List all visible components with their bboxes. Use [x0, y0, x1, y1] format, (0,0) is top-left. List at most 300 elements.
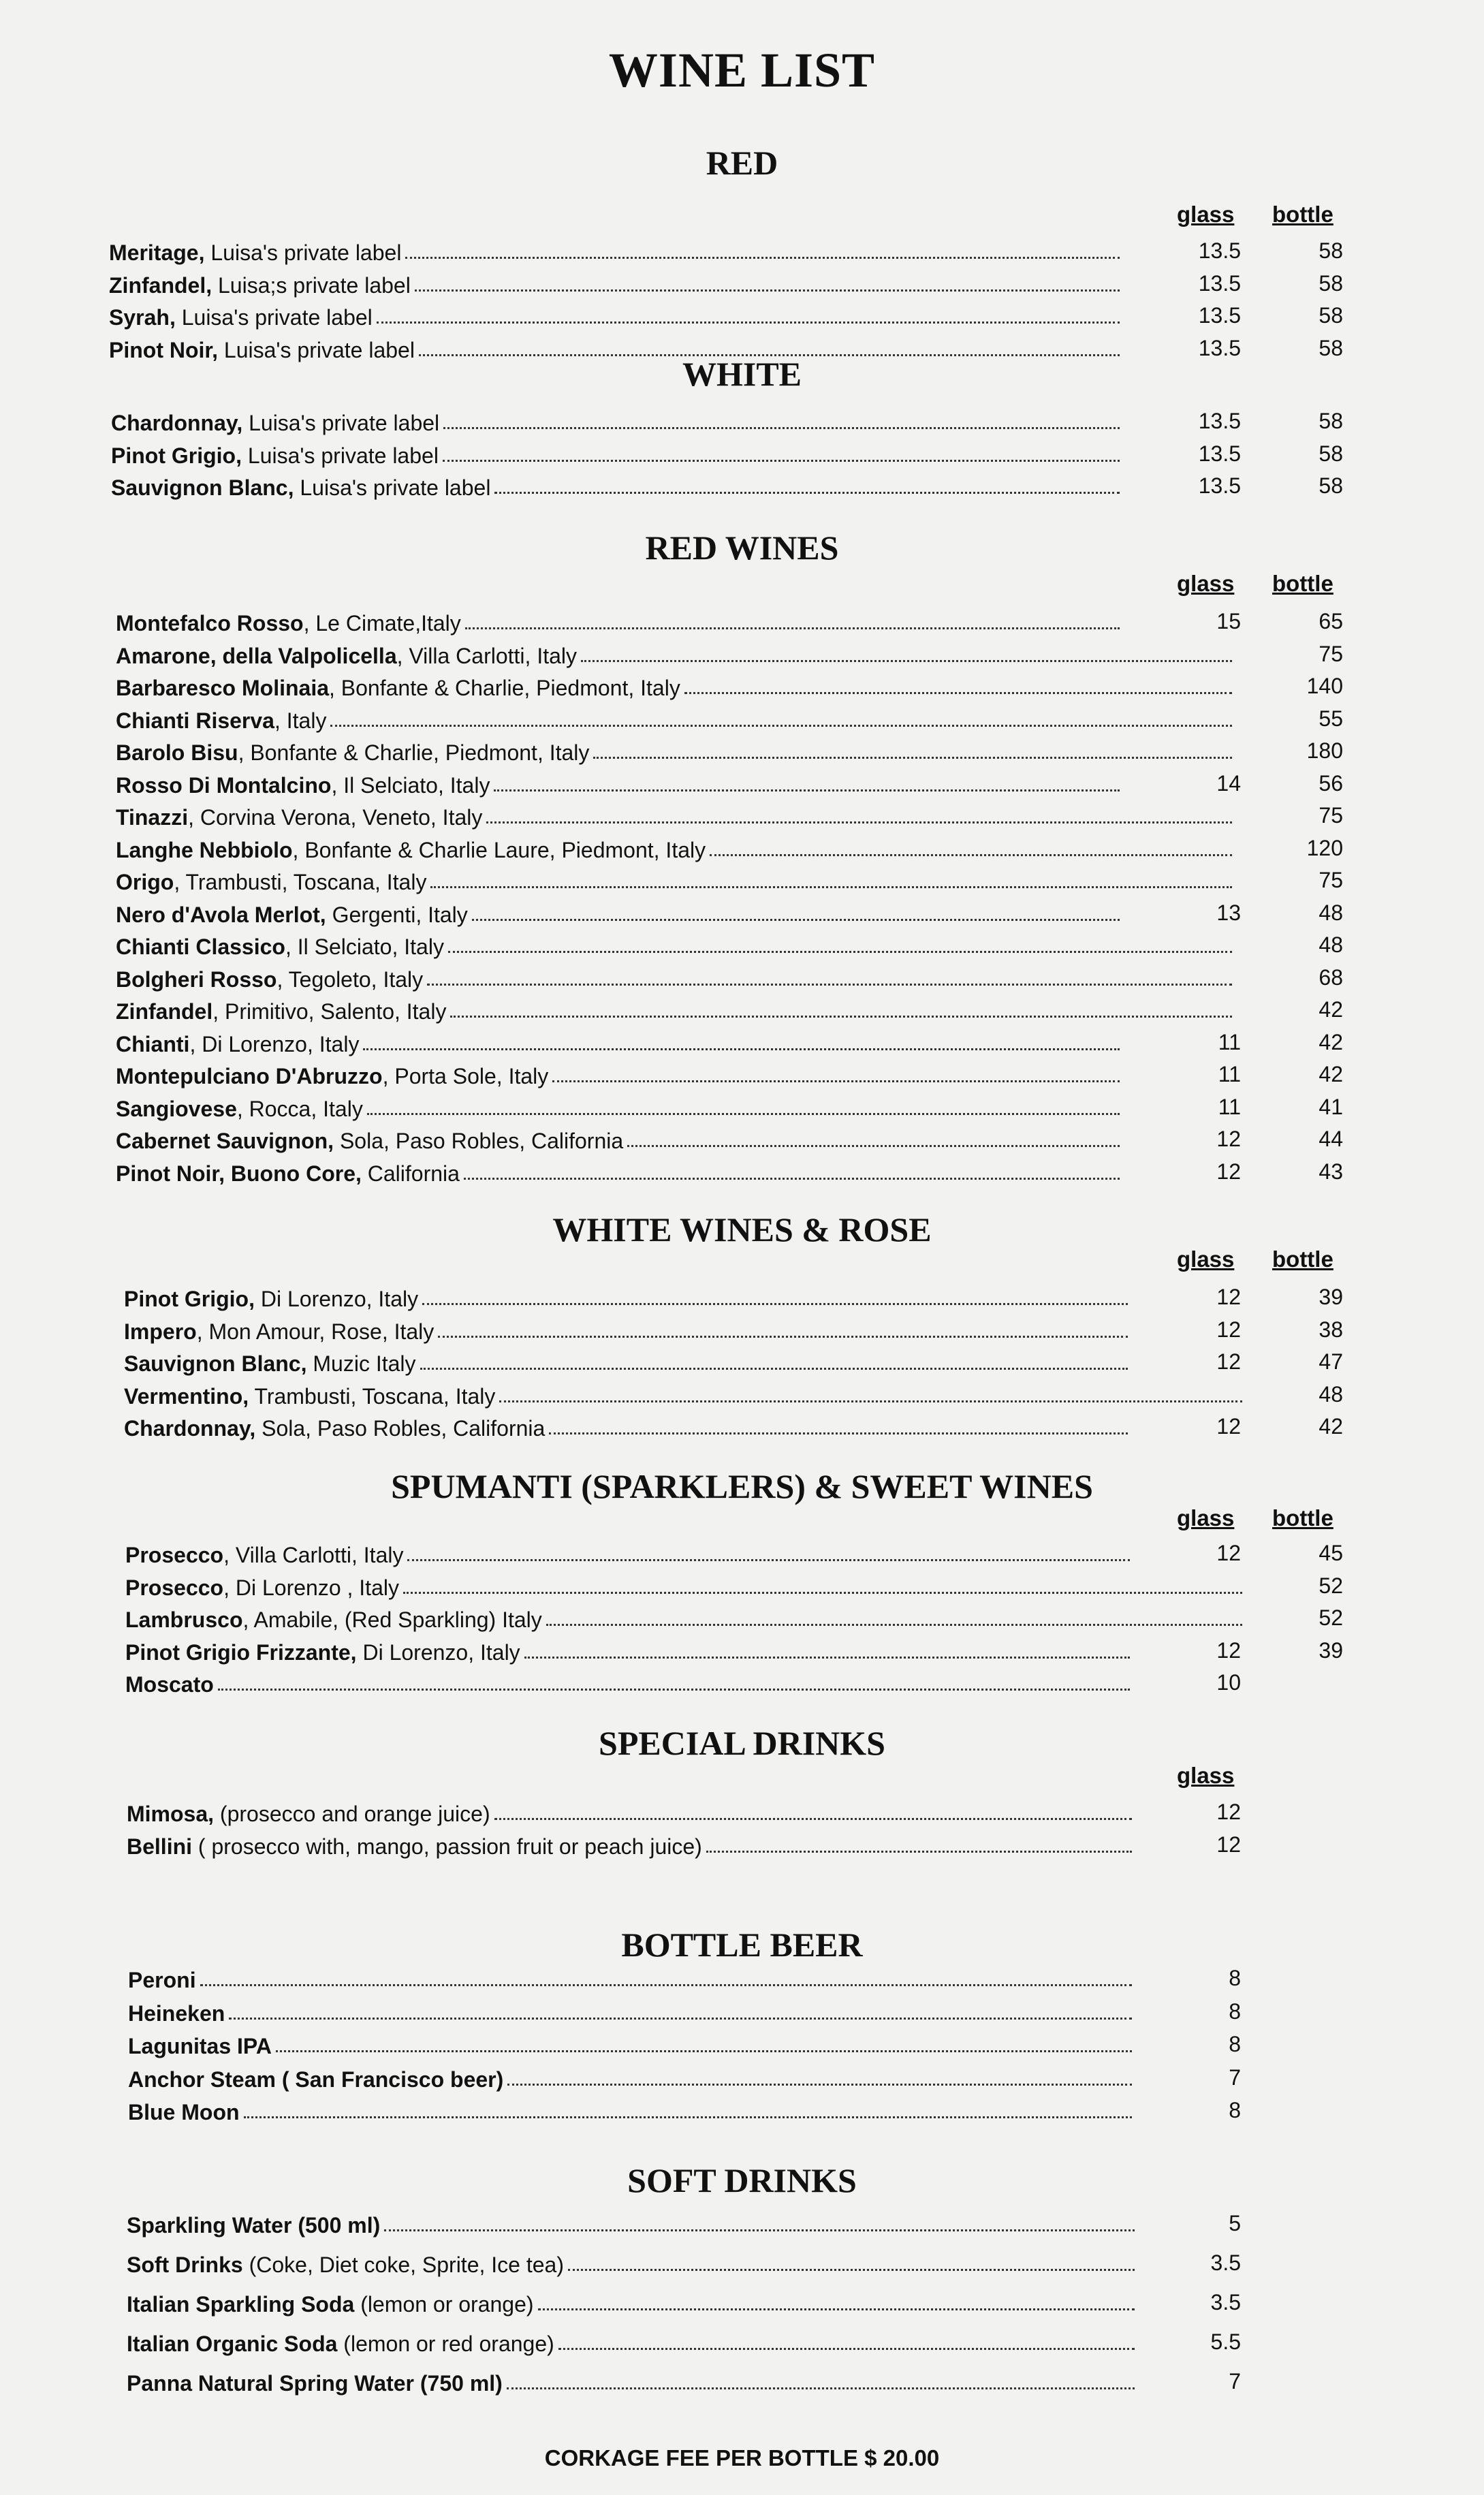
- menu-item-row: [127, 2325, 1139, 2357]
- menu-item-label: [127, 2332, 554, 2357]
- menu-item-name: Panna Natural Spring Water (750 ml): [127, 2371, 503, 2396]
- menu-item-label: [116, 708, 326, 734]
- menu-item-name: Zinfandel: [116, 999, 213, 1024]
- menu-item-details: , Di Lorenzo , Italy: [223, 1575, 399, 1600]
- dot-leader: [627, 1145, 1120, 1147]
- menu-item-row: [116, 799, 1236, 830]
- menu-item-name: Bellini: [127, 1834, 193, 1859]
- menu-item-label: [125, 1672, 214, 1697]
- menu-item-details: , Villa Carlotti, Italy: [223, 1543, 404, 1567]
- menu-item-row: [128, 2028, 1136, 2059]
- bottle-price: 48: [1319, 932, 1343, 957]
- menu-item-label: [124, 1384, 495, 1409]
- section-title: WHITE WINES & ROSE: [552, 1210, 932, 1249]
- menu-item-row: [124, 1378, 1246, 1409]
- glass-price: 12: [1216, 1541, 1241, 1565]
- menu-item-row: [116, 993, 1236, 1024]
- glass-price: 11: [1218, 1094, 1241, 1119]
- dot-leader: [465, 627, 1120, 629]
- menu-item-name: Meritage,: [109, 240, 205, 265]
- dot-leader: [710, 854, 1232, 856]
- glass-price: 12: [1216, 1832, 1241, 1857]
- bottle-price: 75: [1319, 803, 1343, 828]
- dot-leader: [558, 2348, 1135, 2350]
- bottle-price: 58: [1319, 473, 1343, 498]
- menu-item-name: Pinot Noir, Buono Core,: [116, 1161, 362, 1186]
- dot-leader: [684, 692, 1232, 694]
- menu-item-row: [116, 638, 1236, 669]
- menu-item-row: [116, 1123, 1124, 1154]
- dot-leader: [276, 2050, 1132, 2052]
- glass-price: 12: [1216, 1285, 1241, 1309]
- dot-leader: [486, 821, 1232, 823]
- bottle-price: 48: [1319, 1381, 1343, 1407]
- menu-item-row: [111, 405, 1124, 436]
- menu-item-name: Amarone, della Valpolicella: [116, 643, 397, 668]
- bottle-price: 65: [1319, 609, 1343, 633]
- glass-price: 12: [1216, 1637, 1241, 1663]
- bottle-price: 58: [1319, 303, 1343, 328]
- menu-item-name: Anchor Steam ( San Francisco beer): [128, 2067, 504, 2092]
- glass-column-header: glass: [1177, 1763, 1235, 1788]
- menu-item-details: , Corvina Verona, Veneto, Italy: [188, 805, 483, 830]
- menu-item-name: Chardonnay,: [124, 1416, 256, 1441]
- menu-item-row: [109, 267, 1124, 298]
- menu-item-label: [109, 273, 411, 298]
- menu-item-details: (Coke, Diet coke, Sprite, Ice tea): [242, 2253, 564, 2277]
- glass-price: 12: [1216, 1349, 1241, 1374]
- section-title: WHITE: [682, 355, 802, 393]
- menu-item-label: [125, 1575, 399, 1601]
- menu-item-name: Chianti: [116, 1031, 190, 1056]
- glass-price: 12: [1216, 1127, 1241, 1151]
- glass-price: 3.5: [1210, 2290, 1241, 2314]
- menu-item-details: , Bonfante & Charlie Laure, Piedmont, Italy: [292, 837, 706, 862]
- dot-leader: [549, 1432, 1128, 1434]
- menu-item-name: Zinfandel,: [109, 272, 212, 298]
- menu-item-name: Rosso Di Montalcino: [116, 772, 332, 798]
- menu-item-details: , Rocca, Italy: [236, 1096, 363, 1121]
- glass-price: 11: [1218, 1029, 1241, 1054]
- menu-item-label: [127, 2371, 503, 2396]
- dot-leader: [407, 1559, 1130, 1561]
- bottle-price: 58: [1319, 238, 1343, 263]
- menu-item-details: Di Lorenzo, Italy: [254, 1287, 419, 1311]
- bottle-price: 55: [1319, 706, 1343, 731]
- menu-item-details: California: [361, 1161, 460, 1186]
- menu-item-details: , Di Lorenzo, Italy: [189, 1031, 360, 1056]
- menu-item-details: Trambusti, Toscana, Italy: [249, 1383, 496, 1409]
- menu-item-row: [127, 1795, 1136, 1827]
- menu-item-label: [124, 1416, 545, 1441]
- menu-item-details: Luisa's private label: [242, 411, 440, 435]
- menu-item-label: [116, 740, 589, 766]
- menu-item-name: Prosecco: [125, 1575, 224, 1600]
- dot-leader: [494, 789, 1120, 791]
- glass-price: 13.5: [1198, 270, 1241, 296]
- menu-item-details: , Villa Carlotti, Italy: [396, 643, 577, 668]
- glass-price: 13.5: [1198, 238, 1241, 263]
- menu-item-name: Syrah,: [109, 305, 176, 330]
- menu-item-name: Peroni: [128, 1968, 196, 1992]
- menu-item-name: Cabernet Sauvignon,: [116, 1129, 334, 1153]
- menu-item-name: Heineken: [128, 2000, 225, 2026]
- bottle-price: 44: [1319, 1127, 1343, 1151]
- menu-item-label: [116, 1097, 363, 1122]
- menu-item-details: , Tegoleto, Italy: [277, 967, 424, 992]
- menu-item-name: Origo: [116, 870, 174, 894]
- glass-price: 13.5: [1198, 335, 1241, 360]
- glass-price: 12: [1216, 1317, 1241, 1342]
- glass-price: 12: [1216, 1159, 1241, 1184]
- dot-leader: [507, 2387, 1135, 2389]
- glass-price: 7: [1229, 2369, 1241, 2394]
- glass-price: 8: [1229, 1966, 1241, 1990]
- menu-item-label: [124, 1287, 418, 1312]
- bottle-column-header: bottle: [1272, 202, 1333, 227]
- menu-item-name: Prosecco: [125, 1543, 224, 1567]
- menu-item-details: , Mon Amour, Rose, Italy: [196, 1319, 435, 1344]
- bottle-price: 75: [1319, 641, 1343, 666]
- bottle-price: 42: [1319, 1029, 1343, 1054]
- menu-item-details: , Il Selciato, Italy: [285, 935, 444, 959]
- menu-item-name: Chianti Riserva: [116, 708, 274, 733]
- dot-leader: [422, 1303, 1128, 1305]
- menu-item-row: [128, 2061, 1136, 2092]
- menu-item-details: Luisa;s private label: [212, 272, 411, 298]
- menu-item-name: Mimosa,: [127, 1802, 215, 1826]
- menu-item-label: [125, 1543, 403, 1568]
- bottle-price: 39: [1319, 1637, 1343, 1663]
- menu-item-label: [127, 2292, 534, 2317]
- dot-leader: [330, 725, 1232, 727]
- bottle-price: 58: [1319, 441, 1343, 466]
- menu-item-label: [116, 1161, 460, 1187]
- menu-item-row: [116, 832, 1236, 863]
- menu-item-row: [109, 299, 1124, 330]
- menu-item-name: Italian Organic Soda: [127, 2332, 338, 2356]
- dot-leader: [494, 492, 1120, 494]
- glass-price: 8: [1229, 2098, 1241, 2122]
- dot-leader: [430, 886, 1232, 888]
- menu-item-row: [116, 864, 1236, 895]
- menu-item-name: Pinot Grigio,: [124, 1287, 255, 1311]
- menu-item-name: Montepulciano D'Abruzzo: [116, 1064, 383, 1088]
- menu-item-details: , Primitivo, Salento, Italy: [212, 999, 447, 1024]
- dot-leader: [499, 1400, 1242, 1402]
- bottle-column-header: bottle: [1272, 1505, 1333, 1531]
- dot-leader: [524, 1657, 1130, 1659]
- menu-item-label: [116, 1064, 548, 1089]
- menu-item-label: [128, 2100, 240, 2125]
- menu-item-name: Lambrusco: [125, 1607, 243, 1632]
- menu-item-details: Luisa's private label: [175, 305, 373, 330]
- glass-price: 8: [1229, 2032, 1241, 2056]
- menu-item-name: Sangiovese: [116, 1096, 237, 1121]
- menu-item-details: Di Lorenzo, Italy: [356, 1639, 520, 1665]
- dot-leader: [593, 757, 1232, 759]
- glass-price: 15: [1216, 609, 1241, 633]
- dot-leader: [538, 2308, 1135, 2310]
- dot-leader: [494, 1818, 1132, 1820]
- dot-leader: [546, 1624, 1242, 1626]
- bottle-price: 42: [1319, 1062, 1343, 1086]
- menu-item-label: [128, 2001, 225, 2026]
- dot-leader: [420, 1368, 1128, 1370]
- bottle-price: 120: [1306, 835, 1343, 860]
- menu-item-label: [127, 2253, 564, 2278]
- menu-item-name: Impero: [124, 1319, 197, 1344]
- menu-item-label: [116, 805, 482, 830]
- glass-price: 13.5: [1198, 441, 1241, 466]
- section-title: RED: [706, 144, 778, 182]
- menu-item-name: Lagunitas IPA: [128, 2034, 272, 2058]
- menu-item-row: [111, 469, 1124, 501]
- dot-leader: [229, 2018, 1132, 2020]
- menu-item-row: [124, 1345, 1132, 1377]
- menu-item-row: [116, 767, 1124, 798]
- menu-item-label: [127, 1834, 702, 1860]
- bottle-price: 56: [1319, 770, 1343, 796]
- menu-item-row: [125, 1634, 1134, 1665]
- bottle-price: 75: [1319, 868, 1343, 892]
- menu-item-label: [116, 935, 444, 960]
- menu-item-details: Muzic Italy: [306, 1351, 416, 1376]
- bottle-column-header: bottle: [1272, 1246, 1333, 1272]
- menu-item-details: , Amabile, (Red Sparkling) Italy: [242, 1607, 542, 1632]
- menu-item-label: [109, 305, 373, 330]
- bottle-price: 180: [1306, 738, 1343, 763]
- section-title: BOTTLE BEER: [621, 1926, 863, 1964]
- dot-leader: [581, 660, 1232, 662]
- menu-item-row: [116, 605, 1124, 636]
- menu-item-details: , Le Cimate,Italy: [303, 611, 461, 635]
- menu-item-row: [111, 437, 1124, 469]
- menu-item-label: [116, 903, 468, 928]
- menu-item-name: Chardonnay,: [111, 411, 243, 435]
- glass-price: 12: [1216, 1800, 1241, 1824]
- bottle-price: 52: [1319, 1573, 1343, 1598]
- glass-column-header: glass: [1177, 202, 1235, 227]
- menu-item-name: Blue Moon: [128, 2100, 240, 2124]
- menu-item-row: [128, 1962, 1136, 1993]
- dot-leader: [438, 1336, 1128, 1338]
- menu-item-details: , Il Selciato, Italy: [331, 772, 490, 798]
- glass-price: 5.5: [1210, 2329, 1241, 2354]
- menu-item-label: [116, 676, 680, 701]
- glass-column-header: glass: [1177, 1246, 1235, 1272]
- dot-leader: [403, 1592, 1242, 1594]
- bottle-price: 68: [1319, 964, 1343, 990]
- menu-item-name: Sparkling Water (500 ml): [127, 2213, 381, 2238]
- menu-item-row: [127, 2207, 1139, 2238]
- bottle-price: 38: [1319, 1317, 1343, 1342]
- menu-item-name: Soft Drinks: [127, 2253, 243, 2277]
- menu-item-label: [116, 644, 577, 669]
- menu-item-row: [116, 670, 1236, 701]
- menu-item-row: [125, 1569, 1246, 1601]
- menu-item-row: [109, 234, 1124, 266]
- glass-price: 13.5: [1198, 409, 1241, 433]
- menu-item-name: Nero d'Avola Merlot,: [116, 902, 326, 927]
- glass-price: 13: [1216, 900, 1241, 925]
- bottle-price: 41: [1319, 1094, 1343, 1119]
- bottle-price: 43: [1319, 1159, 1343, 1184]
- bottle-price: 58: [1319, 270, 1343, 296]
- menu-item-label: [116, 1032, 359, 1057]
- glass-price: 13.5: [1198, 303, 1241, 328]
- dot-leader: [377, 321, 1120, 324]
- dot-leader: [443, 427, 1120, 429]
- glass-price: 8: [1229, 1998, 1241, 2024]
- menu-item-details: , Porta Sole, Italy: [382, 1064, 549, 1088]
- menu-item-label: [116, 611, 461, 636]
- menu-item-row: [127, 2365, 1139, 2396]
- menu-item-row: [116, 1090, 1124, 1122]
- menu-item-label: [109, 240, 401, 266]
- menu-item-name: Barolo Bisu: [116, 740, 238, 765]
- menu-item-details: , Bonfante & Charlie, Piedmont, Italy: [238, 740, 590, 765]
- menu-item-label: [116, 967, 423, 992]
- corkage-fee-note: CORKAGE FEE PER BOTTLE $ 20.00: [544, 2445, 940, 2470]
- menu-item-label: [128, 2034, 272, 2059]
- menu-item-details: , Trambusti, Toscana, Italy: [174, 870, 427, 894]
- dot-leader: [384, 2229, 1135, 2231]
- bottle-price: 42: [1319, 1414, 1343, 1439]
- menu-item-label: [128, 2067, 503, 2092]
- menu-item-details: , Bonfante & Charlie, Piedmont, Italy: [329, 676, 680, 700]
- dot-leader: [472, 919, 1120, 921]
- menu-item-label: [116, 999, 446, 1024]
- dot-leader: [363, 1048, 1120, 1050]
- menu-item-label: [111, 475, 490, 501]
- menu-item-details: Luisa's private label: [241, 443, 439, 468]
- menu-item-name: Bolgheri Rosso: [116, 967, 277, 992]
- menu-item-row: [127, 2246, 1139, 2278]
- section-title: SOFT DRINKS: [627, 2161, 857, 2199]
- bottle-price: 140: [1306, 674, 1343, 698]
- bottle-price: 45: [1319, 1541, 1343, 1565]
- dot-leader: [244, 2116, 1132, 2118]
- menu-item-label: [124, 1351, 416, 1377]
- menu-item-row: [116, 734, 1236, 766]
- menu-item-row: [116, 702, 1236, 734]
- dot-leader: [427, 984, 1232, 986]
- dot-leader: [200, 1984, 1132, 1986]
- menu-item-name: Pinot Noir,: [109, 337, 218, 362]
- menu-item-label: [111, 443, 439, 469]
- menu-item-name: Tinazzi: [116, 805, 189, 830]
- menu-item-name: Pinot Grigio,: [111, 443, 242, 468]
- bottle-price: 48: [1319, 900, 1343, 925]
- menu-item-row: [124, 1313, 1132, 1345]
- menu-item-name: Sauvignon Blanc,: [124, 1351, 307, 1376]
- menu-item-name: Vermentino,: [124, 1383, 249, 1409]
- section-title: SPUMANTI (SPARKLERS) & SWEET WINES: [391, 1467, 1093, 1505]
- menu-item-name: Chianti Classico: [116, 935, 285, 959]
- dot-leader: [464, 1178, 1120, 1180]
- menu-item-name: Barbaresco Molinaia: [116, 676, 329, 700]
- bottle-column-header: bottle: [1272, 571, 1333, 596]
- menu-item-row: [116, 1058, 1124, 1089]
- menu-item-label: [116, 838, 706, 863]
- glass-price: 3.5: [1210, 2250, 1241, 2275]
- bottle-price: 42: [1319, 997, 1343, 1022]
- menu-item-row: [127, 2286, 1139, 2317]
- dot-leader: [507, 2084, 1132, 2086]
- glass-price: 10: [1216, 1670, 1241, 1695]
- menu-item-label: [116, 773, 490, 798]
- bottle-price: 52: [1319, 1605, 1343, 1630]
- menu-item-label: [116, 870, 426, 895]
- dot-leader: [552, 1080, 1120, 1082]
- dot-leader: [450, 1016, 1232, 1018]
- menu-item-label: [125, 1640, 520, 1665]
- glass-price: 5: [1229, 2211, 1241, 2235]
- menu-item-row: [116, 1026, 1124, 1057]
- bottle-price: 39: [1319, 1285, 1343, 1309]
- menu-item-details: Gergenti, Italy: [326, 902, 468, 927]
- menu-item-name: Langhe Nebbiolo: [116, 837, 293, 862]
- menu-item-details: , Italy: [274, 708, 327, 733]
- glass-price: 7: [1229, 2065, 1241, 2090]
- dot-leader: [706, 1851, 1132, 1853]
- menu-item-label: [128, 1968, 196, 1993]
- menu-item-row: [128, 1995, 1136, 2026]
- menu-item-details: (prosecco and orange juice): [214, 1802, 490, 1826]
- menu-item-details: Sola, Paso Robles, California: [255, 1416, 546, 1441]
- dot-leader: [405, 257, 1120, 259]
- section-title: RED WINES: [645, 529, 839, 567]
- glass-price: 14: [1216, 770, 1241, 796]
- menu-item-row: [116, 961, 1236, 992]
- menu-item-label: [125, 1607, 542, 1633]
- page-title: WINE LIST: [608, 43, 876, 97]
- menu-item-row: [128, 2094, 1136, 2125]
- bottle-price: 47: [1319, 1349, 1343, 1374]
- glass-column-header: glass: [1177, 1505, 1235, 1531]
- menu-item-name: Sauvignon Blanc,: [111, 475, 294, 500]
- menu-item-details: Luisa's private label: [204, 240, 402, 265]
- menu-item-name: Pinot Grigio Frizzante,: [125, 1639, 357, 1665]
- dot-leader: [568, 2269, 1135, 2271]
- menu-item-details: Luisa's private label: [294, 475, 491, 500]
- menu-item-row: [116, 928, 1236, 960]
- menu-item-details: Luisa's private label: [218, 337, 415, 362]
- menu-item-row: [125, 1666, 1134, 1697]
- glass-price: 11: [1218, 1062, 1241, 1086]
- menu-item-label: [111, 411, 439, 436]
- menu-item-details: (lemon or orange): [354, 2292, 534, 2317]
- dot-leader: [367, 1113, 1120, 1115]
- menu-item-details: (lemon or red orange): [337, 2332, 554, 2356]
- menu-item-row: [124, 1410, 1132, 1441]
- menu-item-name: Montefalco Rosso: [116, 611, 304, 635]
- menu-item-details: ( prosecco with, mango, passion fruit or peach juice): [192, 1834, 702, 1859]
- dot-leader: [448, 951, 1232, 953]
- menu-item-label: [127, 1802, 490, 1827]
- menu-item-row: [127, 1828, 1136, 1860]
- menu-item-row: [125, 1537, 1134, 1568]
- glass-price: 12: [1216, 1414, 1241, 1439]
- menu-item-row: [125, 1601, 1246, 1633]
- menu-item-label: [127, 2213, 380, 2238]
- menu-item-label: [124, 1319, 434, 1345]
- section-title: SPECIAL DRINKS: [599, 1724, 885, 1762]
- glass-column-header: glass: [1177, 571, 1235, 596]
- dot-leader: [443, 460, 1120, 462]
- menu-item-row: [116, 896, 1124, 928]
